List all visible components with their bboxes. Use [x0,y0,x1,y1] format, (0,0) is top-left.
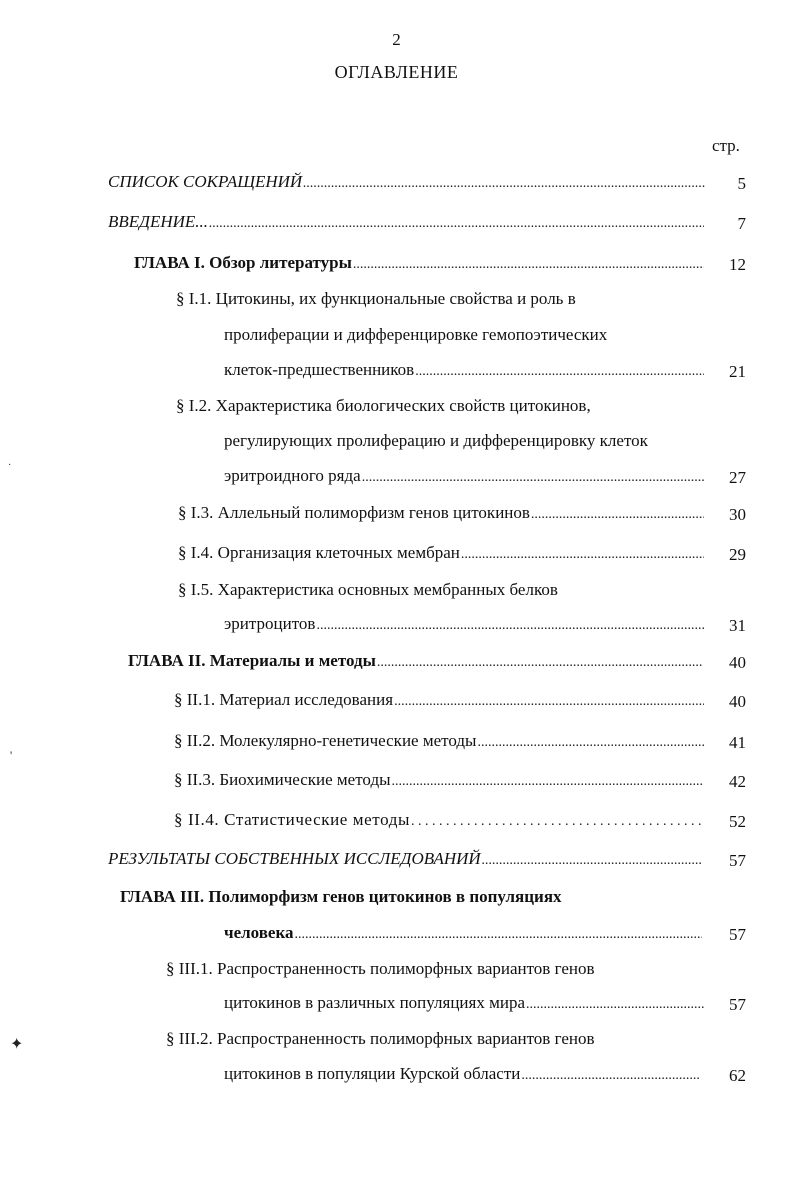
toc-entry-line: пролиферации и дифференцировке гемопоэтических [224,325,608,344]
toc-page-number: 41 [729,733,746,752]
toc-page-number: 29 [729,545,746,564]
toc-entry-section-1-4[interactable] [178,543,704,563]
toc-entry-text: § II.2. Молекулярно-генетические методы [174,731,477,750]
toc-entry-section-1-2[interactable] [224,466,704,486]
toc-page-number: 42 [729,772,746,791]
leader-dots [415,364,704,380]
toc-page-number: 57 [729,925,746,944]
leader-dots [521,1068,700,1084]
toc-entry-results[interactable] [108,849,702,869]
leader-dots [353,257,704,273]
toc-page-number: 7 [737,214,746,233]
toc-entry-text: клеток-предшественников [224,360,415,379]
toc-entry-introduction[interactable] [108,212,704,232]
toc-entry-line: регулирующих пролиферацию и дифференцировку клеток [224,431,648,450]
toc-entry-line: § III.1. Распространенность полиморфных вариантов генов [166,959,595,978]
leader-dots [526,997,704,1013]
leader-dots [531,507,704,523]
toc-entry-section-2-3[interactable] [174,770,704,790]
leader-dots [482,853,702,869]
page-column-label: стр. [712,136,740,155]
leader-dots [377,655,702,671]
toc-entry-text: цитокинов в популяции Курской области [224,1064,521,1083]
scan-artifact-mark: ' [10,748,13,762]
toc-page-number: 12 [729,255,746,274]
toc-entry-chapter-3[interactable] [224,923,702,943]
toc-page-number: 21 [729,362,746,381]
toc-entry-section-2-1[interactable] [174,690,704,710]
leader-dots [295,927,702,943]
leader-dots [392,774,704,790]
toc-page-number: 30 [729,505,746,524]
leader-dots [461,547,704,563]
toc-entry-text: § I.4. Организация клеточных мембран [178,543,460,562]
leader-dots [477,735,704,751]
toc-entry-text: эритроцитов [224,614,316,633]
toc-entry-section-1-3[interactable] [178,503,704,523]
toc-entry-line: ГЛАВА III. Полиморфизм генов цитокинов в популяциях [120,887,562,906]
toc-entry-text: ВВЕДЕНИЕ... [108,212,209,231]
toc-entry-section-1-1[interactable] [224,360,704,380]
toc-entry-section-1-5[interactable] [224,614,704,634]
scan-artifact-mark: · [8,460,12,471]
page-number: 2 [392,30,401,49]
toc-entry-text: РЕЗУЛЬТАТЫ СОБСТВЕННЫХ ИССЛЕДОВАНИЙ [108,849,481,868]
toc-entry-abbreviations[interactable] [108,172,706,192]
toc-entry-text: ГЛАВА I. Обзор литературы [134,253,352,272]
toc-entry-section-3-2[interactable] [224,1064,700,1084]
toc-page-number: 62 [729,1066,746,1085]
toc-entry-section-3-1[interactable] [224,993,704,1013]
toc-entry-text: § II.3. Биохимические методы [174,770,391,789]
toc-entry-line: § I.1. Цитокины, их функциональные свойства и роль в [176,289,576,308]
toc-title: ОГЛАВЛЕНИЕ [334,62,459,82]
leader-dots [362,470,704,486]
toc-page-number: 57 [729,851,746,870]
leader-dots [411,814,704,830]
toc-entry-line: § III.2. Распространенность полиморфных вариантов генов [166,1029,595,1048]
leader-dots [394,694,704,710]
toc-entry-text: ГЛАВА II. Материалы и методы [128,651,376,670]
scan-artifact-mark: ✦ [10,1036,24,1053]
toc-entry-text: цитокинов в различных популяциях мира [224,993,525,1012]
toc-entry-text: § I.3. Аллельный полиморфизм генов цитокинов [178,503,530,522]
toc-entry-line: § I.5. Характеристика основных мембранных белков [178,580,558,599]
toc-entry-text: § II.4. Статистические методы [174,810,410,829]
leader-dots [209,216,704,232]
toc-entry-line: § I.2. Характеристика биологических свойств цитокинов, [176,396,591,415]
toc-entry-chapter-1[interactable] [134,253,704,273]
toc-entry-text: эритроидного ряда [224,466,361,485]
toc-page-number: 57 [729,995,746,1014]
toc-entry-text: § II.1. Материал исследования [174,690,394,709]
toc-entry-text: человека [224,923,294,942]
toc-entry-chapter-2[interactable] [128,651,702,671]
toc-page-number: 52 [729,812,746,831]
toc-page-number: 31 [729,616,746,635]
toc-entry-text: СПИСОК СОКРАЩЕНИЙ [108,172,303,191]
toc-entry-section-2-2[interactable] [174,731,704,751]
toc-page-number: 40 [729,653,746,672]
leader-dots [303,176,706,192]
toc-page-number: 5 [737,174,746,193]
toc-page-number: 40 [729,692,746,711]
toc-page-number: 27 [729,468,746,487]
leader-dots [316,618,704,634]
toc-entry-section-2-4[interactable] [174,810,704,830]
